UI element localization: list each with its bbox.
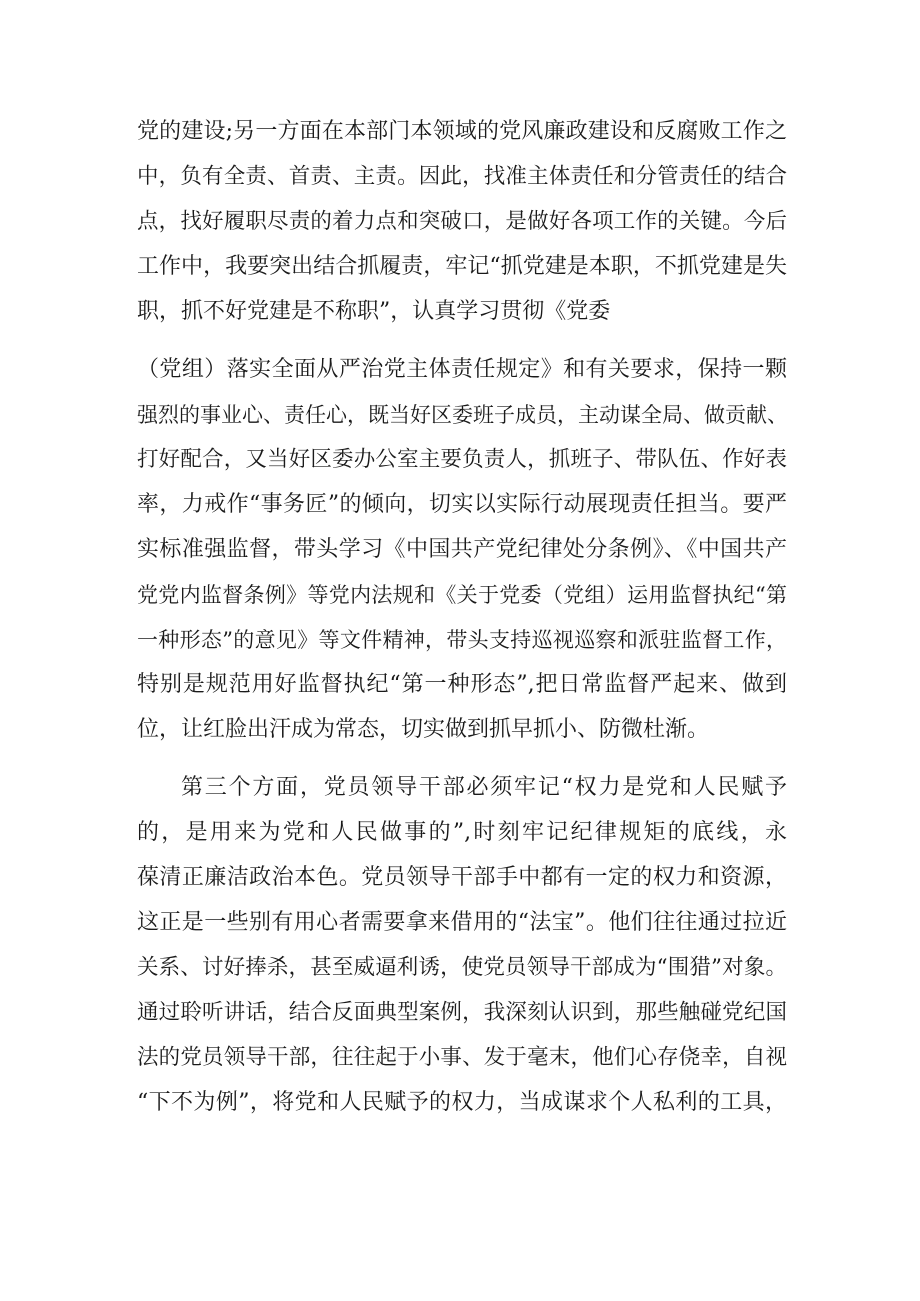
text-line: 点，找好履职尽责的着力点和突破口，是做好各项工作的关键。今后 (137, 209, 787, 234)
text-line: 工作中，我要突出结合抓履责，牢记“抓党建是本职，不抓党建是失 (137, 254, 787, 279)
text-line: 实标准强监督，带头学习《中国共产党纪律处分条例》、《中国共产 (137, 537, 787, 562)
text-line: 强烈的事业心、责任心，既当好区委班子成员，主动谋全局、做贡献、 (137, 403, 788, 427)
text-line: 打好配合，又当好区委办公室主要负责人，抓班子、带队伍、作好表 (137, 447, 787, 472)
text-line: 通过聆听讲话，结合反面典型案例，我深刻认识到，那些触碰党纪国 (137, 1000, 787, 1025)
text-line: 一种形态”的意见》等文件精神，带头支持巡视巡察和派驻监督工作， (137, 628, 787, 652)
paragraph-first-line: 第三个方面，党员领导干部必须牢记“权力是党和人民赋予 (181, 775, 787, 800)
text-line: （党组）落实全面从严治党主体责任规定》和有关要求，保持一颗 (137, 357, 787, 382)
text-line: 党党内监督条例》等党内法规和《关于党委（党组）运用监督执纪“第 (137, 583, 787, 607)
text-line: 率，力戒作“事务匠”的倾向，切实以实际行动展现责任担当。要严 (137, 492, 787, 517)
text-line: 法的党员领导干部，往往起于小事、发于毫末，他们心存侥幸，自视 (137, 1045, 787, 1070)
text-line: “下不为例”，将党和人民赋予的权力，当成谋求个人私利的工具， (137, 1090, 787, 1115)
text-line: 关系、讨好捧杀，甚至威逼利诱，使党员领导干部成为“围猎”对象。 (137, 955, 787, 980)
text-line: 葆清正廉洁政治本色。党员领导干部手中都有一定的权力和资源， (137, 865, 787, 890)
text-line: 位，让红脸出汗成为常态，切实做到抓早抓小、防微杜渐。 (137, 717, 710, 742)
text-line: 特别是规范用好监督执纪“第一种形态”,把日常监督严起来、做到 (137, 672, 787, 697)
text-line: 党的建设;另一方面在本部门本领域的党风廉政建设和反腐败工作之 (137, 119, 787, 144)
text-line: 的，是用来为党和人民做事的”,时刻牢记纪律规矩的底线，永 (137, 820, 787, 845)
text-line: 职，抓不好党建是不称职”，认真学习贯彻《党委 (137, 299, 611, 324)
text-line: 这正是一些别有用心者需要拿来借用的“法宝”。他们往往通过拉近 (137, 910, 787, 935)
text-line: 中，负有全责、首责、主责。因此，找准主体责任和分管责任的结合 (137, 164, 787, 189)
